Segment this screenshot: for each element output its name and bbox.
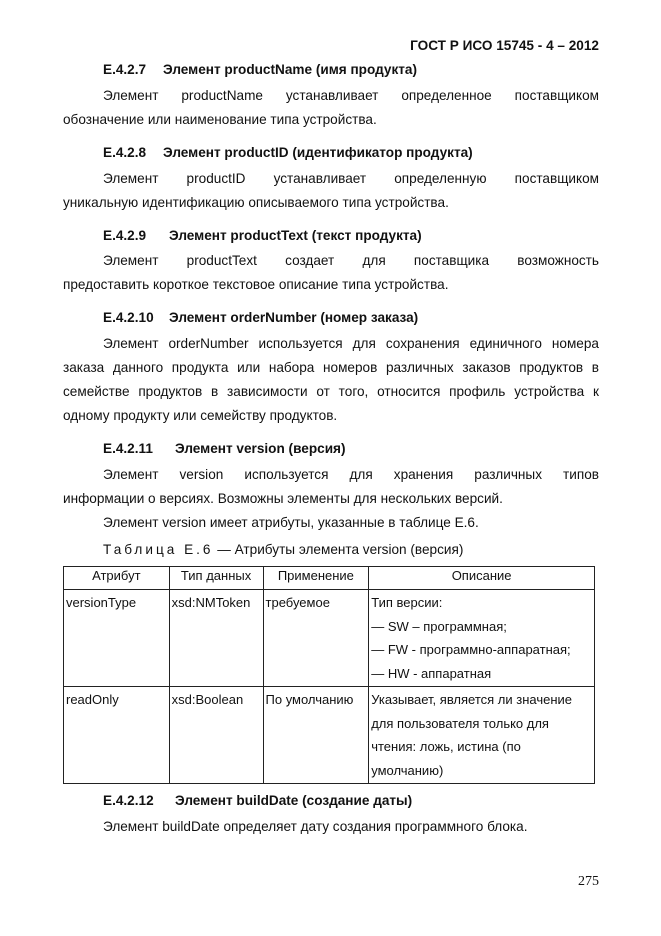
section-number: E.4.2.12	[103, 793, 154, 808]
paragraph-line: Элемент productID устанавливает определенную поставщиком	[103, 171, 599, 186]
section-heading	[103, 793, 412, 808]
description-line: Тип версии:	[371, 595, 443, 610]
section-paragraph	[63, 332, 599, 428]
paragraph-line: предоставить короткое текстовое описание типа устройства.	[63, 277, 449, 292]
section-heading	[103, 441, 346, 456]
page-number: 275	[578, 874, 599, 889]
paragraph-line: уникальную идентификацию описываемого типа устройства.	[63, 195, 449, 210]
section-number: E.4.2.7	[103, 62, 147, 77]
description-line: — SW – программная;	[371, 618, 507, 634]
paragraph-line: Элемент version имеет атрибуты, указанные в таблице Е.6.	[103, 515, 479, 530]
table-caption-dash: —	[217, 542, 231, 557]
paragraph-line: Элемент orderNumber используется для сохранения единичного номера	[103, 336, 599, 351]
column-header: Описание	[369, 567, 595, 590]
section-number: E.4.2.8	[103, 145, 147, 160]
section-paragraph	[63, 84, 599, 132]
section-title: Элемент version (версия)	[175, 441, 346, 456]
standard-header: ГОСТ Р ИСО 15745 - 4 – 2012	[410, 38, 599, 53]
table-caption	[103, 542, 463, 557]
section-paragraph	[63, 815, 599, 839]
description-line: — FW - программно-аппаратная;	[371, 642, 571, 657]
description-cell	[369, 590, 595, 687]
table-row	[64, 687, 595, 784]
table-row	[64, 590, 595, 687]
section-title: Элемент productText (текст продукта)	[169, 228, 422, 243]
description-line: для пользователя только для	[371, 715, 549, 731]
description-line: чтения: ложь, истина (по	[371, 739, 521, 754]
section-number: E.4.2.9	[103, 228, 147, 243]
column-header: Тип данных	[169, 567, 263, 590]
description-cell	[369, 687, 595, 784]
description-line: Указывает, является ли значение	[371, 692, 573, 707]
description-line: — HW - аппаратная	[371, 665, 492, 681]
paragraph-line: одному продукту или семейству продуктов.	[63, 408, 338, 423]
paragraph-line: Элемент productText создает для поставщика возможность	[103, 253, 599, 268]
section-paragraph	[63, 463, 599, 535]
section-title: Элемент productName (имя продукта)	[163, 62, 418, 77]
attribute-cell: readOnly	[64, 687, 170, 784]
section-heading	[103, 145, 473, 160]
description-line: умолчанию)	[371, 762, 444, 778]
paragraph-line: обозначение или наименование типа устройства.	[63, 112, 377, 127]
table-header-row	[64, 567, 595, 590]
section-number: E.4.2.11	[103, 441, 153, 456]
attribute-cell: versionType	[64, 590, 170, 687]
section-heading	[103, 310, 418, 325]
table-caption-title: Атрибуты элемента version (версия)	[234, 542, 464, 557]
column-header: Применение	[263, 567, 369, 590]
table-caption-label: Таблица Е.6	[103, 542, 214, 557]
section-title: Элемент productID (идентификатор продукта)	[163, 145, 473, 160]
paragraph-line: заказа данного продукта или набора номеров различных заказов продуктов в	[63, 360, 599, 375]
datatype-cell: xsd:NMToken	[169, 590, 263, 687]
section-title: Элемент orderNumber (номер заказа)	[169, 310, 419, 325]
paragraph-line: семействе продуктов в зависимости от того, относится профиль устройства к	[63, 384, 599, 399]
paragraph-line: Элемент version используется для хранения различных типов	[103, 467, 599, 482]
section-title: Элемент buildDate (создание даты)	[175, 793, 413, 808]
section-number: E.4.2.10	[103, 310, 154, 325]
paragraph-line: Элемент buildDate определяет дату создания программного блока.	[103, 819, 528, 834]
column-header: Атрибут	[64, 567, 170, 590]
paragraph-line: информации о версиях. Возможны элементы для нескольких версий.	[63, 491, 503, 506]
section-heading	[103, 228, 422, 243]
attributes-table	[63, 566, 595, 784]
paragraph-line: Элемент productName устанавливает определенное поставщиком	[103, 88, 599, 103]
section-paragraph	[63, 249, 599, 297]
section-paragraph	[63, 167, 599, 215]
usage-cell: По умолчанию	[263, 687, 369, 784]
section-heading	[103, 62, 417, 77]
usage-cell: требуемое	[263, 590, 369, 687]
datatype-cell: xsd:Boolean	[169, 687, 263, 784]
